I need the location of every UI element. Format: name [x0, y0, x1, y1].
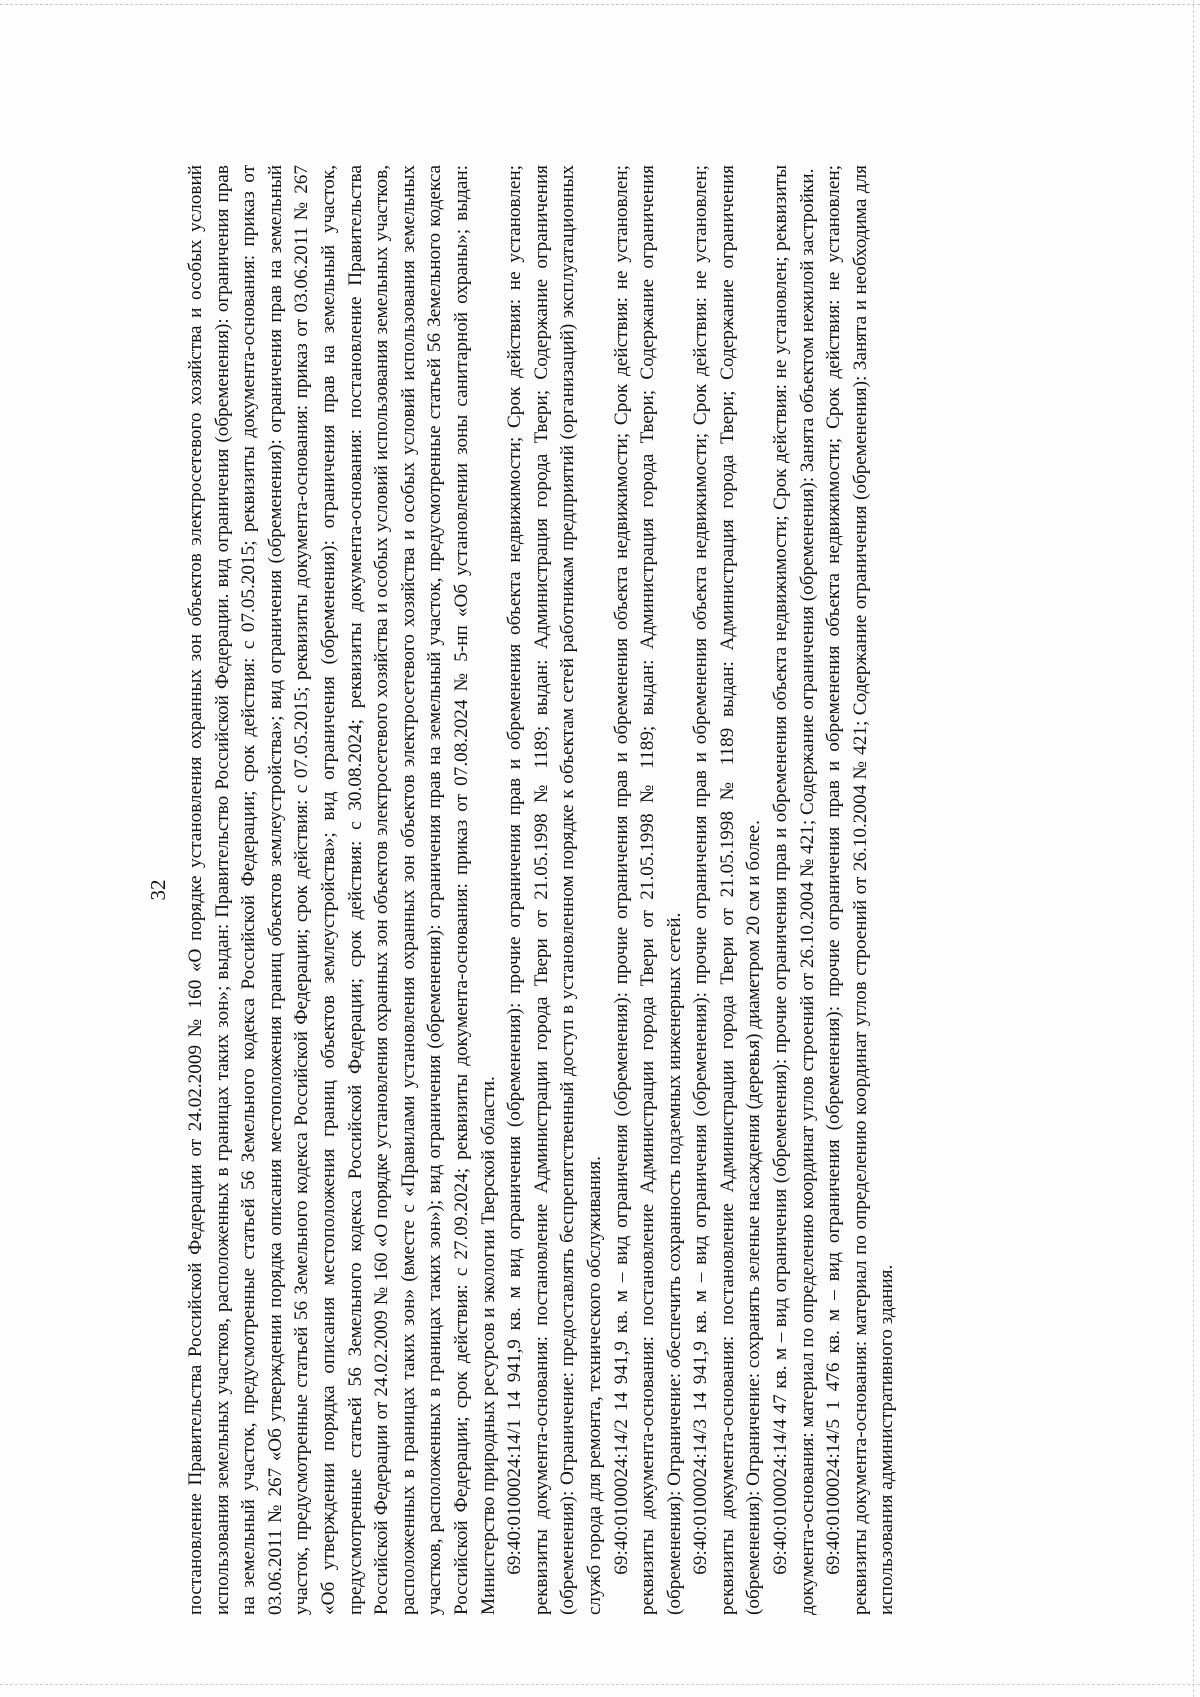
- paragraph-part-14-3: 69:40:0100024:14/3 14 941,9 кв. м – вид ограничения (обременения): прочие ограничения прав и обременения объекта недвижимости; Срок действия: не установлен; реквизиты документа-основания: постановление Администрации города Твери от 21.05.1998 № 1189 выдан: Администрация города Твери; Содержание ограничения (обременения): Ограничение: сохранять зеленые насаждения (деревья) диаметром 20 см и более.: [690, 165, 765, 1615]
- scan-edge-right: [1193, 0, 1194, 1697]
- document-body: [183, 165, 901, 1615]
- paragraph-part-14-1: 69:40:0100024:14/1 14 941,9 кв. м вид ограничения (обременения): прочие ограничения прав и обременения объекта недвижимости; Срок действия: не установлен; реквизиты документа-основания: постановление Администрации города Твери от 21.05.1998 № 1189; выдан: Администрация города Твери; Содержание ограничения (обременения): Ограничение: предоставлять беспрепятственный доступ в установленном порядке к объектам сетей работникам предприятий (организаций) эксплуатационных служб города для ремонта, технического обслуживания.: [504, 165, 605, 1615]
- paragraph-part-14-4: 69:40:0100024:14/4 47 кв. м – вид ограничения (обременения): прочие ограничения прав и обременения объекта недвижимости; Срок действия: не установлен; реквизиты документа-основания: материал по определению координат углов строений от 26.10.2004 № 421; Содержание ограничения (обременения): Занята объектом нежилой застройки.: [770, 165, 818, 1615]
- scan-edge-bottom: [0, 1684, 1200, 1685]
- rotated-page-content: [145, 165, 1065, 1615]
- paragraph-encumbrance-intro: постановление Правительства Российской Федерации от 24.02.2009 № 160 «О порядке установления охранных зон объектов электросетевого хозяйства и особых условий использования земельных участков, расположенных в границах таких зон»; выдан: Правительство Российской Федерации. вид ограничения (обременения): ограничения прав на земельный участок, предусмотренные статьей 56 Земельного кодекса Российской Федерации; срок действия: с 07.05.2015; реквизиты документа-основания: приказ от 03.06.2011 № 267 «Об утверждении порядка описания местоположения границ объектов землеустройства»; вид ограничения (обременения): ограничения прав на земельный участок, предусмотренные статьей 56 Земельного кодекса Российской Федерации; срок действия: с 07.05.2015; реквизиты документа-основания: приказ от 03.06.2011 № 267 «Об утверждении порядка описания местоположения границ объектов землеустройства»; вид ограничения (обременения): ограничения прав на земельный участок, предусмотренные статьей 56 Земельного кодекса Российской Федерации; срок действия: с 30.08.2024; реквизиты документа-основания: постановление Правительства Российской Федерации от 24.02.2009 № 160 «О порядке установления охранных зон объектов электросетевого хозяйства и особых условий использования земельных участков, расположенных в границах таких зон» (вместе с «Правилами установления охранных зон объектов электросетевого хозяйства и особых условий использования земельных участков, расположенных в границах таких зон»); вид ограничения (обременения): ограничения прав на земельный участок, предусмотренные статьей 56 Земельного кодекса Российской Федерации; срок действия: с 27.09.2024; реквизиты документа-основания: приказ от 07.08.2024 № 5-нп «Об установлении зоны санитарной охраны»; выдан: Министерство природных ресурсов и экологии Тверской области.: [185, 165, 499, 1615]
- paragraph-part-14-5: 69:40:0100024:14/5 1 476 кв. м – вид ограничения (обременения): прочие ограничения прав и обременения объекта недвижимости; Срок действия: не установлен; реквизиты документа-основания: материал по определению координат углов строений от 26.10.2004 № 421; Содержание ограничения (обременения): Занята и необходима для использования административного здания.: [823, 165, 898, 1615]
- scan-edge-top: [0, 4, 1200, 5]
- page-number: 32: [146, 879, 170, 901]
- paragraph-part-14-2: 69:40:0100024:14/2 14 941,9 кв. м – вид ограничения (обременения): прочие ограничения прав и обременения объекта недвижимости; Срок действия: не установлен; реквизиты документа-основания: постановление Администрации города Твери от 21.05.1998 № 1189; выдан: Администрация города Твери; Содержание ограничения (обременения): Ограничение: обеспечить сохранность подземных инженерных сетей.: [610, 165, 685, 1615]
